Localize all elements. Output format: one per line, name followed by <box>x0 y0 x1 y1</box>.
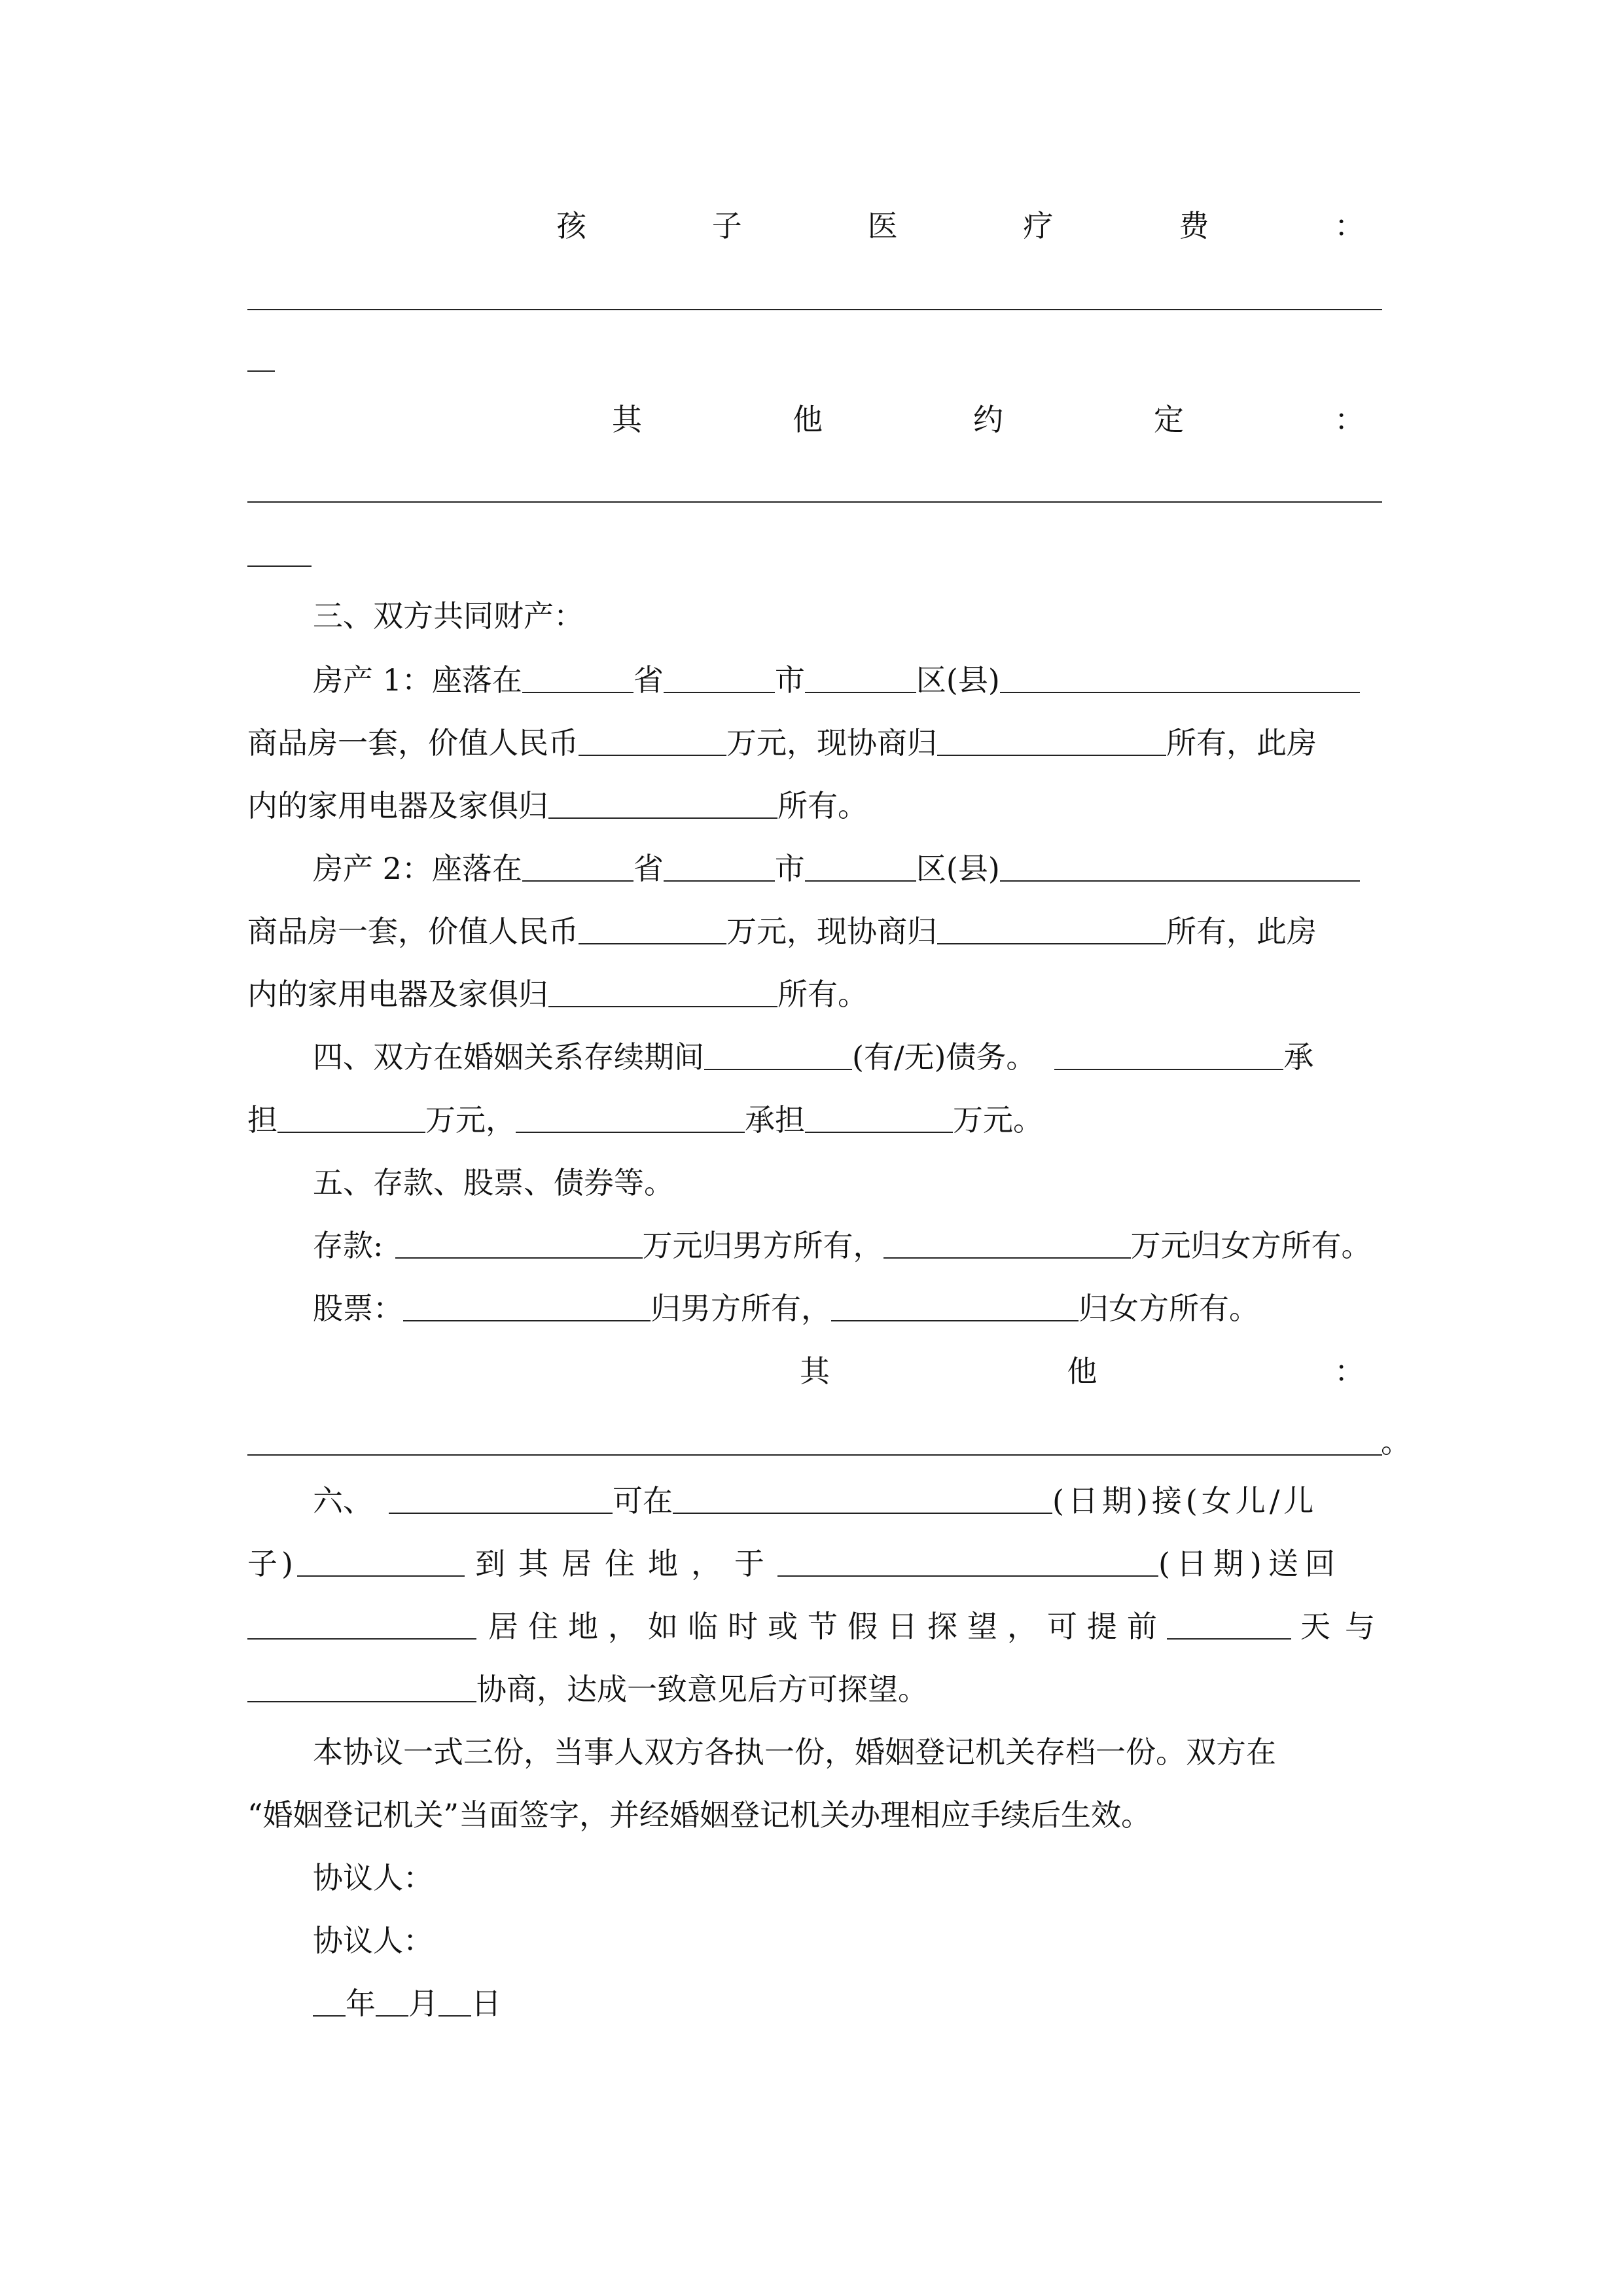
house2-value-blank[interactable] <box>579 917 726 944</box>
other-agreement-blank-line[interactable] <box>247 501 1382 503</box>
debt-bear-char2: 担 <box>247 1102 277 1138</box>
debt-exist-blank[interactable] <box>704 1043 852 1070</box>
other-agreement-char-3: 约 <box>973 402 1003 437</box>
visit-consult-person-blank[interactable] <box>247 1675 476 1702</box>
visit-line4 <box>247 1672 928 1707</box>
house2-owner-blank[interactable] <box>937 917 1166 944</box>
visit-line2 <box>247 1546 1342 1581</box>
day-blank[interactable] <box>438 1989 471 2017</box>
day-label: 日 <box>471 1986 501 2021</box>
medical-fee-heading <box>556 208 1364 243</box>
medical-fee-colon: ： <box>1334 208 1364 243</box>
house2-line3 <box>247 977 868 1012</box>
visit-days-blank[interactable] <box>1167 1612 1291 1640</box>
deposit-line <box>313 1230 1372 1261</box>
section5-other-char-2: 他 <box>1067 1354 1097 1389</box>
house1-line2 <box>247 725 1317 761</box>
visit-child-blank[interactable] <box>297 1549 465 1577</box>
signature-party2: 协议人： <box>313 1923 433 1958</box>
medical-fee-char-5: 费 <box>1179 208 1209 243</box>
visit-line1 <box>313 1483 1318 1518</box>
section5-other-char-1: 其 <box>800 1354 830 1389</box>
house1-appliance-blank[interactable] <box>548 791 777 819</box>
debt-amount1-unit: 万元， <box>425 1102 516 1138</box>
other-agreement-char-4: 定 <box>1154 402 1184 437</box>
visit-return-date-blank[interactable] <box>777 1549 1158 1577</box>
house2-value-label: 商品房一套，价值人民币 <box>247 914 579 949</box>
debt-yes-no: (有/无)债务。 <box>852 1039 1037 1075</box>
visit-days-suffix: 天与 <box>1300 1609 1389 1644</box>
house2-owner-label: 万元，现协商归 <box>726 914 937 949</box>
other-agreement-blank-tail[interactable] <box>247 565 312 567</box>
sign-date <box>313 1986 501 2021</box>
house1-value-blank[interactable] <box>579 728 726 756</box>
medical-fee-char-4: 疗 <box>1023 208 1054 243</box>
visit-line3 <box>247 1609 1389 1644</box>
visit-consult-text: 协商，达成一致意见后方可探望。 <box>476 1672 928 1707</box>
other-agreement-char-2: 他 <box>793 402 823 437</box>
deposit-label: 存款: <box>313 1228 383 1263</box>
year-label: 年 <box>346 1986 376 2021</box>
section5-other-blank-line[interactable] <box>247 1454 1382 1456</box>
debt-amount1-blank[interactable] <box>277 1105 425 1133</box>
month-blank[interactable] <box>376 1989 408 2017</box>
visit-child-end: 子) <box>247 1546 297 1581</box>
visit-holiday-text: 居住地，如临时或节假日探望，可提前 <box>488 1609 1167 1644</box>
medical-fee-char-1: 孩 <box>556 208 586 243</box>
house1-line3 <box>247 788 868 823</box>
house2-province-blank[interactable] <box>522 854 633 882</box>
debt-bearer1-blank[interactable] <box>1054 1043 1283 1070</box>
debt-bear-char: 承 <box>1283 1039 1314 1075</box>
section5-other-colon: ： <box>1334 1354 1364 1389</box>
debt-line1 <box>313 1039 1314 1075</box>
house2-city: 市 <box>774 851 805 886</box>
house2-label: 房产 2：座落在 <box>313 851 522 886</box>
house1-label: 房产 1：座落在 <box>313 662 522 698</box>
house2-district: 区(县) <box>916 851 1000 886</box>
debt-amount2-unit: 万元。 <box>953 1102 1043 1138</box>
stock-male-blank[interactable] <box>403 1294 651 1321</box>
deposit-female-blank[interactable] <box>883 1231 1131 1259</box>
other-agreement-heading <box>612 404 1364 435</box>
house1-value-label: 商品房一套，价值人民币 <box>247 725 579 761</box>
house2-line2 <box>247 914 1317 949</box>
house1-district: 区(县) <box>916 662 1000 698</box>
closing-line1: 本协议一式三份，当事人双方各执一份，婚姻登记机关存档一份。双方在 <box>313 1734 1276 1770</box>
visit-visitor-blank[interactable] <box>389 1486 613 1514</box>
debt-bearer2-blank[interactable] <box>516 1105 745 1133</box>
visit-can-label: 可在 <box>613 1483 673 1518</box>
medical-fee-blank-tail[interactable] <box>247 370 275 372</box>
deposit-female-text: 万元归女方所有。 <box>1130 1228 1372 1263</box>
house2-appliance-blank[interactable] <box>548 980 777 1007</box>
other-agreement-colon: ： <box>1334 402 1364 437</box>
visit-return-label: (日期)送回 <box>1158 1546 1342 1581</box>
section5-other-end: 。 <box>1381 1424 1411 1460</box>
house1-city-blank[interactable] <box>664 666 775 693</box>
house2-line1 <box>313 853 1360 884</box>
stock-line <box>313 1291 1259 1326</box>
section3-title: 三、双方共同财产： <box>313 598 584 634</box>
house1-address-blank[interactable] <box>1000 666 1360 693</box>
house2-address-blank[interactable] <box>1000 854 1360 882</box>
house2-province: 省 <box>633 851 664 886</box>
visit-residence-label: 到其居住地，于 <box>474 1546 777 1581</box>
house2-city-blank[interactable] <box>664 854 775 882</box>
house1-line1 <box>313 662 1360 698</box>
house2-owner-suffix: 所有，此房 <box>1166 914 1317 949</box>
visit-number: 六、 <box>313 1483 373 1518</box>
section5-other-heading <box>800 1354 1364 1389</box>
closing-line2: “婚姻登记机关”当面签字，并经婚姻登记机关办理相应手续后生效。 <box>247 1797 1152 1833</box>
medical-fee-char-3: 医 <box>867 208 898 243</box>
debt-label: 四、双方在婚姻关系存续期间 <box>313 1039 704 1075</box>
house1-owner-blank[interactable] <box>937 728 1166 756</box>
visit-return-person-blank[interactable] <box>247 1612 476 1640</box>
section5-title: 五、存款、股票、债券等。 <box>313 1165 674 1200</box>
stock-label: 股票： <box>313 1291 403 1326</box>
house1-province: 省 <box>633 662 664 698</box>
house1-appliance-label: 内的家用电器及家俱归 <box>247 788 548 823</box>
stock-female-text: 归女方所有。 <box>1079 1291 1259 1326</box>
stock-female-blank[interactable] <box>831 1294 1079 1321</box>
house2-appliance-suffix: 所有。 <box>777 977 868 1012</box>
house1-province-blank[interactable] <box>522 666 633 693</box>
house1-owner-suffix: 所有，此房 <box>1166 725 1317 761</box>
house1-district-blank[interactable] <box>805 666 916 693</box>
deposit-male-blank[interactable] <box>395 1231 643 1259</box>
medical-fee-char-2: 子 <box>711 208 742 243</box>
signature-party1: 协议人： <box>313 1860 433 1895</box>
deposit-male-text: 万元归男方所有， <box>642 1228 883 1263</box>
debt-line2 <box>247 1102 1043 1138</box>
visit-pickup-child: (日期)接(女儿/儿 <box>1052 1483 1318 1518</box>
debt-bear2-label: 承担 <box>745 1102 805 1138</box>
house2-district-blank[interactable] <box>805 854 916 882</box>
house1-owner-label: 万元，现协商归 <box>726 725 937 761</box>
house2-appliance-label: 内的家用电器及家俱归 <box>247 977 548 1012</box>
house1-city: 市 <box>774 662 805 698</box>
month-label: 月 <box>408 1986 438 2021</box>
house1-appliance-suffix: 所有。 <box>777 788 868 823</box>
year-blank[interactable] <box>313 1989 346 2017</box>
stock-male-text: 归男方所有， <box>651 1291 831 1326</box>
medical-fee-blank-line[interactable] <box>247 309 1382 310</box>
visit-pickup-date-blank[interactable] <box>673 1486 1052 1514</box>
debt-amount2-blank[interactable] <box>805 1105 953 1133</box>
other-agreement-char-1: 其 <box>612 402 642 437</box>
